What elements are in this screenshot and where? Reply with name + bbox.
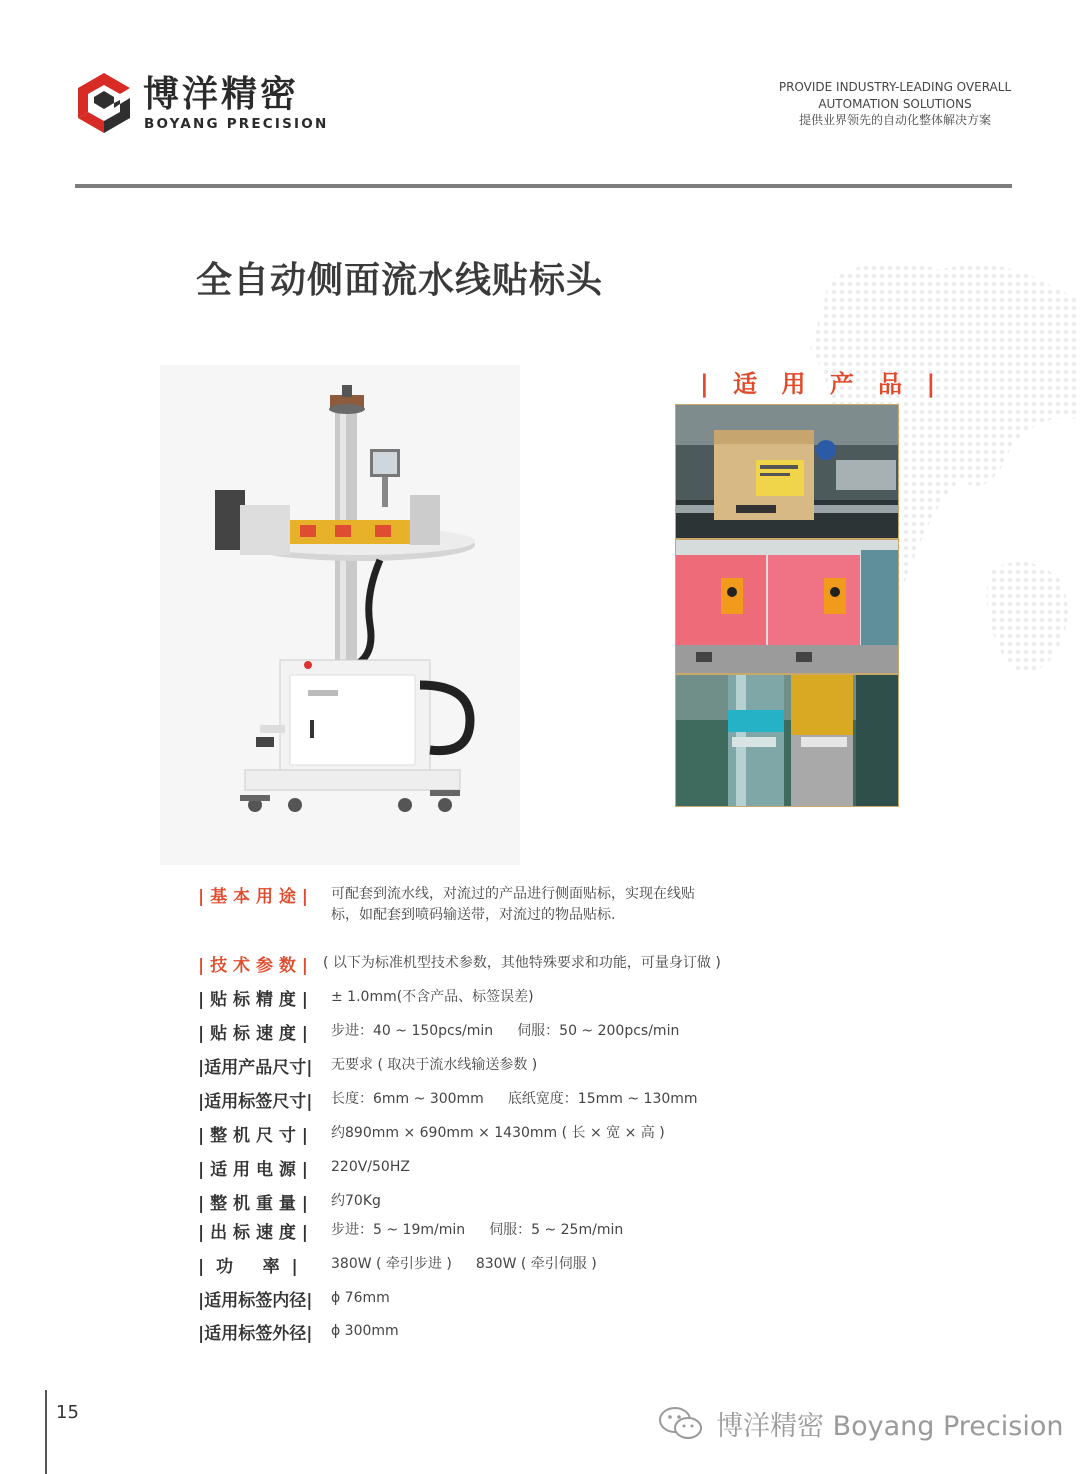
spec-value-servo: 830W ( 牵引伺服 ) [475,1256,597,1272]
spec-value [331,1220,623,1241]
page-title: 全自动侧面流水线贴标头 [196,260,604,301]
spec-label: | 技 术 参 数 | [198,956,309,976]
boyang-logo-icon [74,70,134,136]
product-photo-cylinders [675,674,899,807]
brand-name-en: BOYANG PRECISION [144,116,329,132]
tagline-line-2: AUTOMATION SOLUTIONS [818,96,972,111]
company-tagline [760,79,1030,129]
watermark-text: 博洋精密 Boyang Precision [716,1411,1064,1442]
spec-value: 约890mm × 690mm × 1430mm ( 长 × 宽 × 高 ) [331,1125,665,1141]
tagline-line-1: PROVIDE INDUSTRY-LEADING OVERALL [778,80,1012,94]
spec-label: | 适 用 电 源 | [198,1160,309,1180]
brand-name-cn: 博洋精密 [143,74,300,115]
spec-label: | 基 本 用 途 | [198,887,309,907]
spec-label: | 整 机 尺 寸 | [198,1126,309,1146]
spec-value [331,1021,679,1042]
spec-value-servo: 伺服：5 ~ 25m/min [489,1222,624,1238]
spec-value-backing-width: 底纸宽度：15mm ~ 130mm [507,1091,698,1107]
spec-label: |适用产品尺寸| [198,1058,313,1078]
footer-divider [45,1390,47,1474]
applicable-products-heading: | 适 用 产 品 | [700,370,944,398]
product-photo-carton [675,404,899,539]
tagline-line-3: 提供业界领先的自动化整体解决方案 [798,113,991,127]
spec-value-stepper: 380W ( 牵引步进 ) [331,1256,452,1272]
spec-value: ϕ 300mm [331,1323,399,1339]
spec-value: ± 1.0mm(不含产品、标签误差) [331,989,534,1005]
header-divider [75,184,1012,188]
spec-label: | 贴 标 精 度 | [198,990,309,1010]
spec-value-servo: 伺服：50 ~ 200pcs/min [517,1023,680,1039]
spec-label: |适用标签尺寸| [198,1092,313,1112]
spec-value: 220V/50HZ [331,1159,410,1175]
spec-label: |适用标签外径| [198,1324,313,1344]
spec-value: 无要求 ( 取决于流水线输送参数 ) [331,1057,538,1073]
spec-label: |适用标签内径| [198,1291,313,1311]
spec-label: | 功 率 | [198,1257,298,1277]
spec-value [331,1089,698,1110]
spec-label: | 出 标 速 度 | [198,1223,309,1243]
product-photo-biohazard-bins [675,539,899,674]
spec-value-stepper: 步进：40 ~ 150pcs/min [331,1023,494,1039]
watermark [658,1404,1063,1443]
spec-value: ( 以下为标准机型技术参数，其他特殊要求和功能，可量身订做 ) [323,955,721,971]
spec-label: | 贴 标 速 度 | [198,1024,309,1044]
spec-value: 约70Kg [331,1193,381,1209]
spec-value [331,1254,597,1275]
spec-label: | 整 机 重 量 | [198,1194,309,1214]
page-number: 15 [56,1402,79,1423]
spec-value-length: 长度：6mm ~ 300mm [331,1091,484,1107]
spec-value-stepper: 步进：5 ~ 19m/min [331,1222,466,1238]
spec-value: ϕ 76mm [331,1290,390,1306]
labeling-machine-image [160,365,520,865]
spec-value: 可配套到流水线，对流过的产品进行侧面贴标，实现在线贴标，如配套到喷码输送带，对流过的物品贴标. [331,886,695,923]
